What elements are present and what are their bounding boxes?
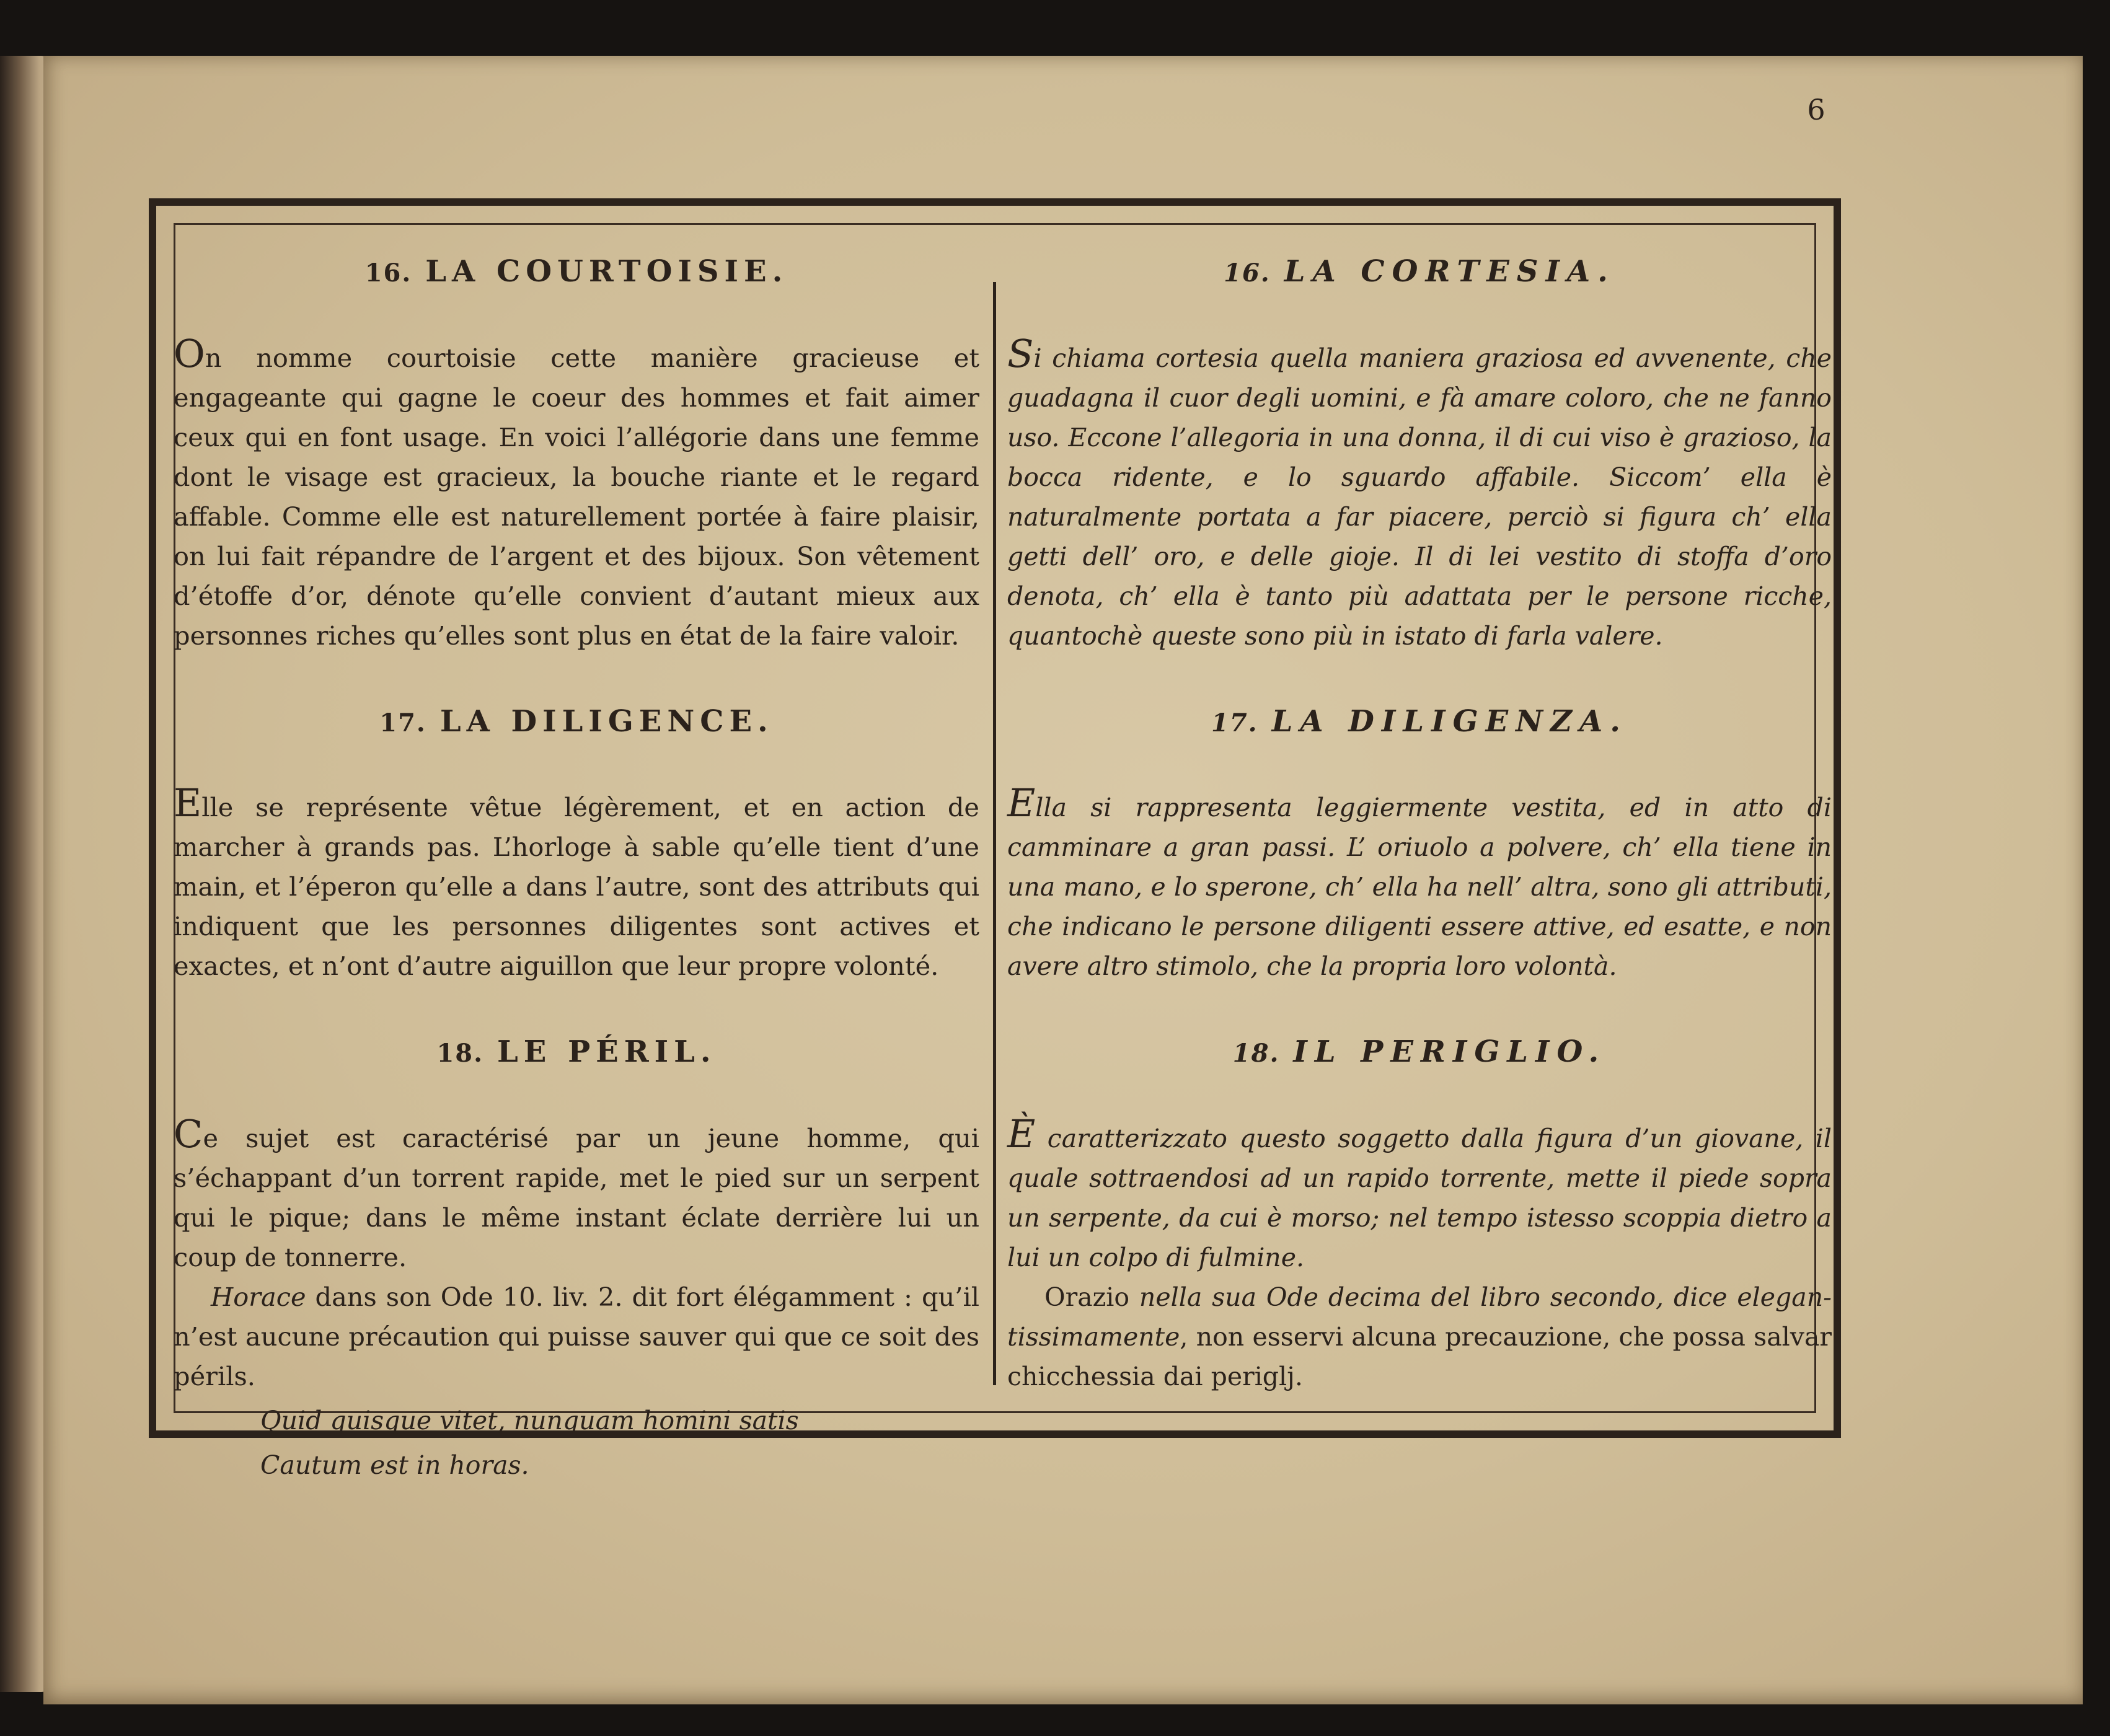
section-body [1007, 330, 1832, 656]
section-number: 18. [1232, 1039, 1280, 1068]
section-number: 17. [1211, 708, 1258, 738]
section-number: 16. [1224, 258, 1271, 288]
section-heading: LE PÉRIL. [497, 1034, 717, 1070]
latin-quote-line-2: Cautum est in horas. [260, 1450, 529, 1480]
author-name: Horace [211, 1281, 306, 1312]
section-body [174, 330, 979, 656]
body-text: i chiama cortesia quella maniera graziosa ed avvenente, che guadagna il cuor degli uomini, e fà amare coloro, che ne fanno uso. Eccone l’allegoria in una donna, il di cui viso è grazioso, la bocca ridente, e lo sguardo affabile. Siccom’ ella è naturalmente portata a far piacere, perciò si figura ch’ ella getti dell’ oro, e delle gioje. Il di lei vestito di stoffa d’oro denota, ch’ ella è tanto più adattata per le persone ricche, quantochè queste sono più in istato di farla valere. [1007, 343, 1832, 651]
section-body-continued [174, 1277, 979, 1396]
body-text: dans son Ode 10. liv. 2. dit fort élégamment : qu’il n’est aucune précaution qui puisse sauver qui que ce soit des périls. [174, 1281, 979, 1391]
section-body [174, 780, 979, 986]
author-name: Orazio [1044, 1282, 1130, 1312]
section-number: 17. [379, 708, 426, 738]
section-peril [174, 1034, 979, 1486]
section-number: 16. [364, 258, 412, 288]
section-periglio [1007, 1034, 1832, 1396]
section-body [174, 1111, 979, 1277]
initial-letter: È [1007, 1111, 1036, 1157]
body-text: e sujet est caractérisé par un jeune homme, qui s’échappant d’un torrent rapide, met le pied sur un serpent qui le pique; dans le même instant éclate derrière lui un coup de tonnerre. [174, 1122, 979, 1272]
section-body-continued [1007, 1277, 1832, 1396]
section-body [1007, 780, 1832, 986]
section-body [1007, 1111, 1832, 1277]
section-title [1007, 704, 1832, 740]
section-title [174, 1034, 979, 1070]
section-heading: LA CORTESIA. [1284, 254, 1615, 289]
section-heading: LA DILIGENCE. [439, 703, 774, 739]
body-text: nella sua Ode decima del libro secondo, dice elegan- [1129, 1282, 1832, 1312]
section-heading: IL PERIGLIO. [1293, 1034, 1607, 1070]
section-number: 18. [436, 1039, 484, 1068]
section-courtoisie [174, 254, 979, 656]
section-title [1007, 1034, 1832, 1070]
initial-letter: E [174, 780, 202, 826]
body-text: caratterizzato questo soggetto dalla figura d’un giovane, il quale sottraendosi ad un rapido torrente, mette il piede sopra un serpente, da cui è morso; nel tempo istesso scoppia dietro a lui un colpo di fulmine. [1007, 1123, 1832, 1272]
section-cortesia [1007, 254, 1832, 656]
initial-letter: O [174, 330, 205, 376]
section-heading: LA COURTOISIE. [425, 254, 788, 289]
section-title [174, 704, 979, 740]
column-divider [993, 282, 996, 1385]
body-text: tissimamente [1007, 1321, 1180, 1352]
body-text: lle se représente vêtue légèrement, et en action de marcher à grands pas. L’horloge à sable qu’elle tient d’une main, et l’éperon qu’elle a dans l’autre, sont des attributs qui indiquent que les personnes diligentes sont actives et exactes, et n’ont d’autre aiguillon que leur propre volonté. [174, 792, 979, 982]
body-text: lla si rappresenta leggiermente vestita, ed in atto di camminare a gran passi. L’ oriuolo a polvere, ch’ ella tiene in una mano, e lo sperone, ch’ ella ha nell’ altra, sono gli attributi, che indicano le persone diligenti essere attive, ed esatte, e non avere altro stimolo, che la propria loro volontà. [1007, 793, 1832, 982]
section-diligenza [1007, 704, 1832, 987]
french-column [174, 254, 979, 1486]
initial-letter: E [1007, 780, 1036, 826]
body-text: n nomme courtoisie cette manière gracieuse et engageante qui gagne le coeur des hommes et fait aimer ceux qui en font usage. En voici l’allégorie dans une femme dont le visage est gracieux, la bouche riante et le regard affable. Comme elle est naturellement portée à faire plaisir, on lui fait répandre de l’argent et des bijoux. Son vêtement d’étoffe d’or, dénote qu’elle convient d’autant mieux aux personnes riches qu’elles sont plus en état de la faire valoir. [174, 342, 979, 651]
initial-letter: C [174, 1111, 203, 1157]
section-heading: LA DILIGENZA. [1271, 703, 1628, 739]
italian-column [1007, 254, 1832, 1396]
page-number: 6 [1807, 93, 1825, 126]
latin-quote-line-1: Quid quisque vitet, nunquam homini satis [260, 1405, 799, 1435]
section-title [174, 254, 979, 290]
section-title [1007, 254, 1832, 290]
section-diligence [174, 704, 979, 987]
body-text: , non esservi alcuna precauzione, che possa salvar chicchessia dai periglj. [1007, 1321, 1832, 1391]
initial-letter: S [1007, 330, 1034, 376]
